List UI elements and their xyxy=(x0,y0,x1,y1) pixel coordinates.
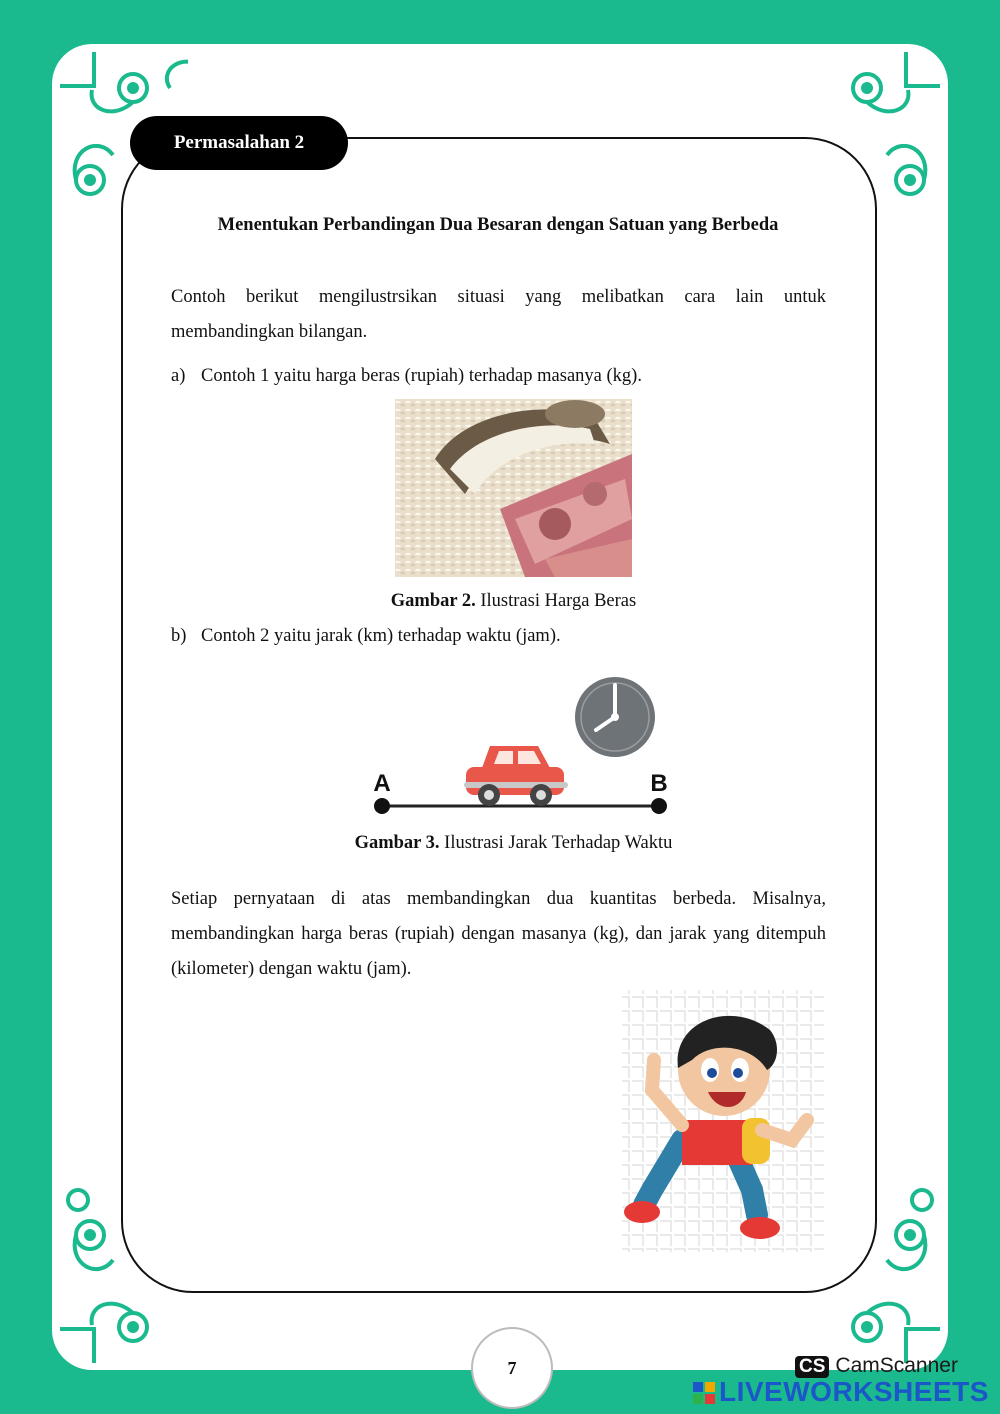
figure3-caption-text: Ilustrasi Jarak Terhadap Waktu xyxy=(444,833,673,853)
figure2-caption-text: Ilustrasi Harga Beras xyxy=(480,591,637,611)
conclusion-paragraph: Setiap pernyataan di atas membandingkan dua kuantitas berbeda. Misalnya, membandingkan harga beras (rupiah) dengan masanya (kg), dan jarak yang ditempuh (kilometer) dengan waktu (jam). xyxy=(171,889,826,979)
distance-time-image xyxy=(360,672,680,820)
list-item xyxy=(171,626,826,647)
camscanner-badge: CS xyxy=(795,1356,829,1378)
figure2-label: Gambar 2. xyxy=(390,591,476,611)
camscanner-text: CamScanner xyxy=(835,1354,958,1377)
section-tag: Permasalahan 2 xyxy=(130,116,348,170)
figure2-caption xyxy=(300,591,727,612)
car-icon xyxy=(464,746,568,806)
list-item xyxy=(171,366,826,387)
list-item-text: Contoh 1 yaitu harga beras (rupiah) terhadap masanya (kg). xyxy=(201,366,642,386)
list-item-text: Contoh 2 yaitu jarak (km) terhadap waktu (jam). xyxy=(201,626,561,646)
rice-money-image xyxy=(395,399,632,577)
point-a-label: A xyxy=(373,770,391,797)
figure3-caption xyxy=(300,833,727,854)
liveworksheets-watermark xyxy=(693,1376,989,1406)
section-heading: Menentukan Perbandingan Dua Besaran dengan Satuan yang Berbeda xyxy=(217,215,779,235)
page-number: 7 xyxy=(471,1327,553,1409)
point-b-label: B xyxy=(650,770,668,797)
liveworksheets-logo-icon xyxy=(693,1382,715,1404)
cartoon-boy-image xyxy=(622,990,824,1252)
clock-icon xyxy=(575,677,655,757)
figure3-label: Gambar 3. xyxy=(354,833,440,853)
liveworksheets-text: LIVEWORKSHEETS xyxy=(719,1376,989,1407)
list-marker: b) xyxy=(171,626,187,646)
list-marker: a) xyxy=(171,366,186,386)
intro-paragraph: Contoh berikut mengilustrsikan situasi yang melibatkan cara lain untuk membandingkan bilangan. xyxy=(171,287,826,342)
